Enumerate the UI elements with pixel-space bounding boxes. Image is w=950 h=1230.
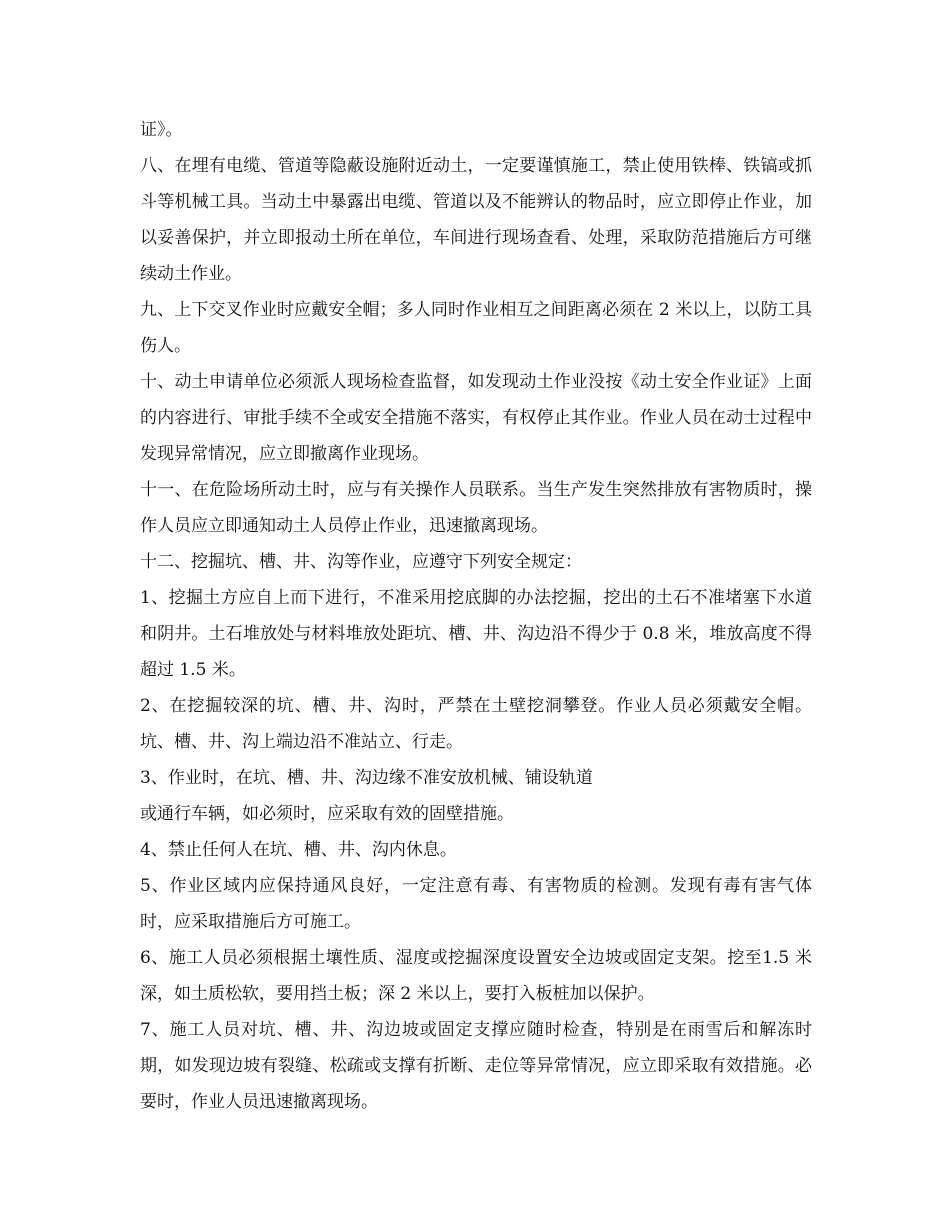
paragraph-continuation: 证》。 [140, 120, 183, 140]
sub-item-3-continuation: 或通行车辆，如必须时，应采取有效的固壁措施。 [140, 804, 514, 824]
sub-item-7: 7、施工人员对坑、槽、井、沟边坡或固定支撑应随时检查，特别是在雨雪后和解冻时期，如发现边坡有裂缝、松疏或支撑有折断、走位等异常情况，应立即采取有效措施。必要时，作业人员迅速撤离现场。 [140, 1020, 812, 1112]
paragraph-item-9: 九、上下交叉作业时应戴安全帽；多人同时作业相互之间距离必须在 2 米以上，以防工具伤人。 [140, 300, 812, 356]
paragraph-item-10: 十、动土申请单位必须派人现场检查监督，如发现动土作业没按《动土安全作业证》上面的内容进行、审批手续不全或安全措施不落实，有权停止其作业。作业人员在动士过程中发现异常情况，应立即撤离作业现场。 [140, 372, 812, 464]
paragraph-item-8: 八、在埋有电缆、管道等隐蔽设施附近动土，一定要谨慎施工，禁止使用铁棒、铁镐或抓斗等机械工具。当动土中暴露出电缆、管道以及不能辨认的物品时，应立即停止作业，加以妥善保护，并立即报动土所在单位，车间进行现场查看、处理，采取防范措施后方可继续动土作业。 [140, 156, 812, 284]
sub-item-2: 2、在挖掘较深的坑、槽、井、沟时，严禁在土壁挖洞攀登。作业人员必须戴安全帽。坑、槽、井、沟上端边沿不准站立、行走。 [140, 696, 812, 752]
sub-item-6: 6、施工人员必须根据土壤性质、湿度或挖掘深度设置安全边坡或固定支架。挖至1.5 米深，如土质松软，要用挡土板；深 2 米以上，要打入板桩加以保护。 [140, 948, 812, 1004]
paragraph-item-11: 十一、在危险场所动土时，应与有关操作人员联系。当生产发生突然排放有害物质时，操作人员应立即通知动土人员停止作业，迅速撤离现场。 [140, 480, 812, 536]
sub-item-5: 5、作业区域内应保持通风良好，一定注意有毒、有害物质的检测。发现有毒有害气体时，应采取措施后方可施工。 [140, 876, 812, 932]
sub-item-3: 3、作业时，在坑、槽、井、沟边缘不准安放机械、铺设轨道 [140, 768, 593, 788]
sub-item-1: 1、挖掘土方应自上而下进行，不准采用挖底脚的办法挖掘，挖出的土石不准堵塞下水道和阴井。土石堆放处与材料堆放处距坑、槽、井、沟边沿不得少于 0.8 米，堆放高度不得超过 1.5 米。 [140, 588, 812, 680]
sub-item-4: 4、禁止任何人在坑、槽、井、沟内休息。 [140, 840, 457, 860]
document-body [140, 112, 812, 1120]
paragraph-item-12: 十二、挖掘坑、槽、井、沟等作业，应遵守下列安全规定： [140, 552, 582, 572]
